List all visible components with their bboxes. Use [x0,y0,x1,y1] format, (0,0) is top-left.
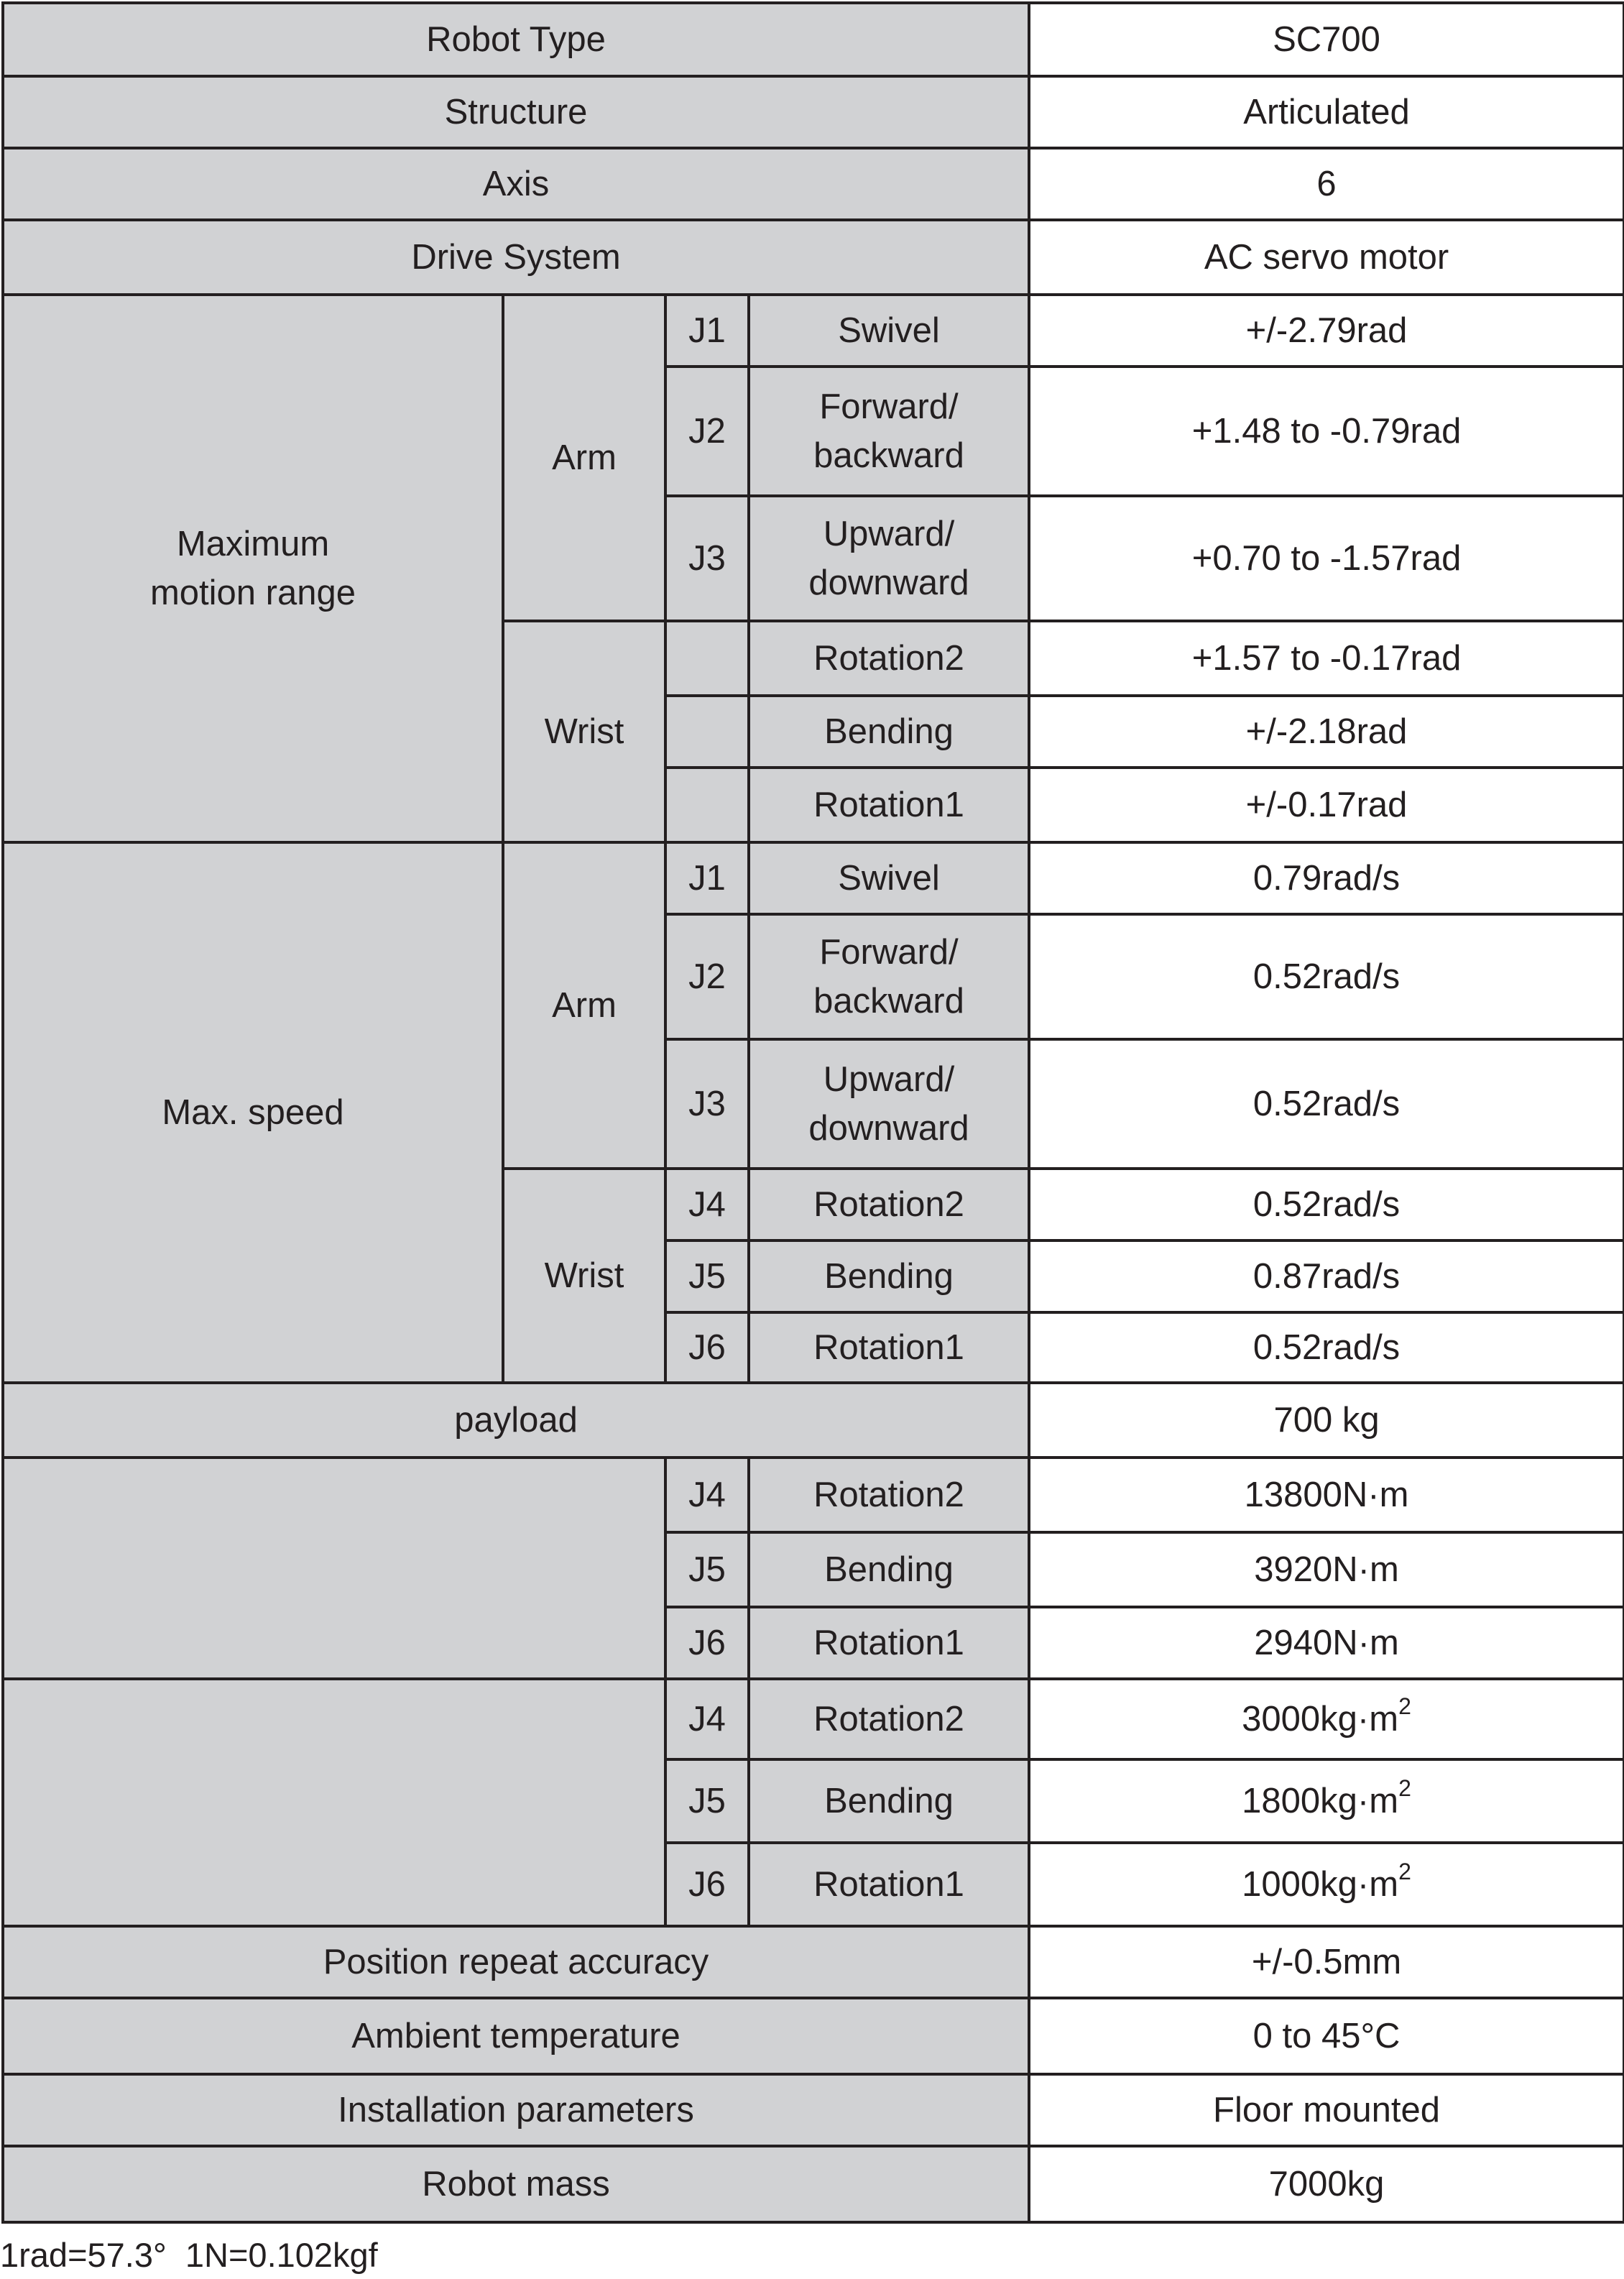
joint-cell [665,621,749,696]
max-speed-wrist-label: Wrist [503,1169,665,1383]
joint-cell: J4 [665,1458,749,1532]
spec-row-robot-type [3,3,1624,76]
torque-group-label [3,1458,665,1679]
motion-value-cell: +/-2.79rad [1029,295,1624,367]
joint-cell: J2 [665,914,749,1039]
joint-cell [665,696,749,768]
motion-name-cell: Rotation1 [749,1607,1029,1679]
torque-value-cell: 2940N·m [1029,1607,1624,1679]
joint-cell: J4 [665,1679,749,1759]
torque-value-cell: 3920N·m [1029,1532,1624,1607]
row-value: 700 kg [1029,1383,1624,1458]
motion-name-cell: Rotation2 [749,1169,1029,1240]
superscript: 2 [1398,1858,1411,1884]
joint-cell: J5 [665,1759,749,1843]
row-value: 7000kg [1029,2146,1624,2222]
motion-value-cell: +/-2.18rad [1029,696,1624,768]
motion-name-cell: Rotation2 [749,621,1029,696]
max-speed-row [3,842,1624,914]
joint-cell: J1 [665,842,749,914]
row-label: Robot mass [3,2146,1029,2222]
inertia-row [3,1679,1624,1759]
row-value: AC servo motor [1029,220,1624,295]
spec-row-drive-system [3,220,1624,295]
joint-cell: J6 [665,1843,749,1926]
speed-value-cell: 0.52rad/s [1029,1039,1624,1169]
motion-name-cell: Forward/ backward [749,914,1029,1039]
joint-cell [665,768,749,842]
speed-value-cell: 0.79rad/s [1029,842,1624,914]
spec-row-robot-mass [3,2146,1624,2222]
row-value: 6 [1029,148,1624,220]
joint-cell: J6 [665,1312,749,1383]
superscript: 2 [1398,1693,1411,1719]
torque-value-cell: 13800N·m [1029,1458,1624,1532]
row-label: Axis [3,148,1029,220]
motion-name-cell: Rotation1 [749,1312,1029,1383]
speed-value-cell: 0.52rad/s [1029,914,1624,1039]
superscript: 2 [1398,1774,1411,1801]
joint-cell: J1 [665,295,749,367]
motion-name-cell: Rotation1 [749,1843,1029,1926]
motion-range-row [3,295,1624,367]
motion-name-cell: Rotation2 [749,1458,1029,1532]
spec-row-installation [3,2074,1624,2146]
motion-name-cell: Swivel [749,295,1029,367]
spec-row-axis [3,148,1624,220]
motion-name-cell: Upward/ downward [749,1039,1029,1169]
row-label: payload [3,1383,1029,1458]
inertia-value-cell: $3000kg\cdot m^2$ [1029,1679,1624,1759]
motion-name-cell: Bending [749,1759,1029,1843]
motion-name-cell: Bending [749,1240,1029,1312]
motion-name-cell: Swivel [749,842,1029,914]
row-label: Drive System [3,220,1029,295]
row-value: SC700 [1029,3,1624,76]
speed-value-cell: 0.87rad/s [1029,1240,1624,1312]
motion-name-cell: Bending [749,1532,1029,1607]
row-label: Installation parameters [3,2074,1029,2146]
speed-value-cell: 0.52rad/s [1029,1312,1624,1383]
joint-cell: J2 [665,367,749,496]
robot-spec-table [1,1,1624,2224]
row-label: Robot Type [3,3,1029,76]
motion-name-cell: Rotation1 [749,768,1029,842]
speed-value-cell: 0.52rad/s [1029,1169,1624,1240]
row-label: Ambient temperature [3,1998,1029,2074]
spec-row-position-accuracy [3,1926,1624,1998]
torque-row [3,1458,1624,1532]
row-value: 0 to 45°C [1029,1998,1624,2074]
max-speed-label: Max. speed [3,842,503,1383]
motion-value-cell: +0.70 to -1.57rad [1029,496,1624,621]
joint-cell: J6 [665,1607,749,1679]
row-value: Floor mounted [1029,2074,1624,2146]
unit-conversion-footnote: 1rad=57.3° 1N=0.102kgf [0,2236,378,2274]
motion-name-cell: Forward/ backward [749,367,1029,496]
row-value: +/-0.5mm [1029,1926,1624,1998]
motion-range-arm-label: Arm [503,295,665,621]
spec-row-payload [3,1383,1624,1458]
inertia-group-label [3,1679,665,1926]
joint-cell: J3 [665,1039,749,1169]
motion-name-cell: Rotation2 [749,1679,1029,1759]
motion-value-cell: +/-0.17rad [1029,768,1624,842]
motion-value-cell: +1.57 to -0.17rad [1029,621,1624,696]
row-label: Structure [3,76,1029,148]
motion-name-cell: Upward/ downward [749,496,1029,621]
inertia-value-cell: $1800kg\cdot m^2$ [1029,1759,1624,1843]
motion-range-wrist-label: Wrist [503,621,665,842]
joint-cell: J4 [665,1169,749,1240]
row-label: Position repeat accuracy [3,1926,1029,1998]
joint-cell: J3 [665,496,749,621]
inertia-value-cell: $1000kg\cdot m^2$ [1029,1843,1624,1926]
spec-row-ambient-temperature [3,1998,1624,2074]
motion-value-cell: +1.48 to -0.79rad [1029,367,1624,496]
motion-name-cell: Bending [749,696,1029,768]
joint-cell: J5 [665,1532,749,1607]
row-value: Articulated [1029,76,1624,148]
motion-range-label: Maximum motion range [3,295,503,842]
max-speed-arm-label: Arm [503,842,665,1169]
spec-row-structure [3,76,1624,148]
joint-cell: J5 [665,1240,749,1312]
